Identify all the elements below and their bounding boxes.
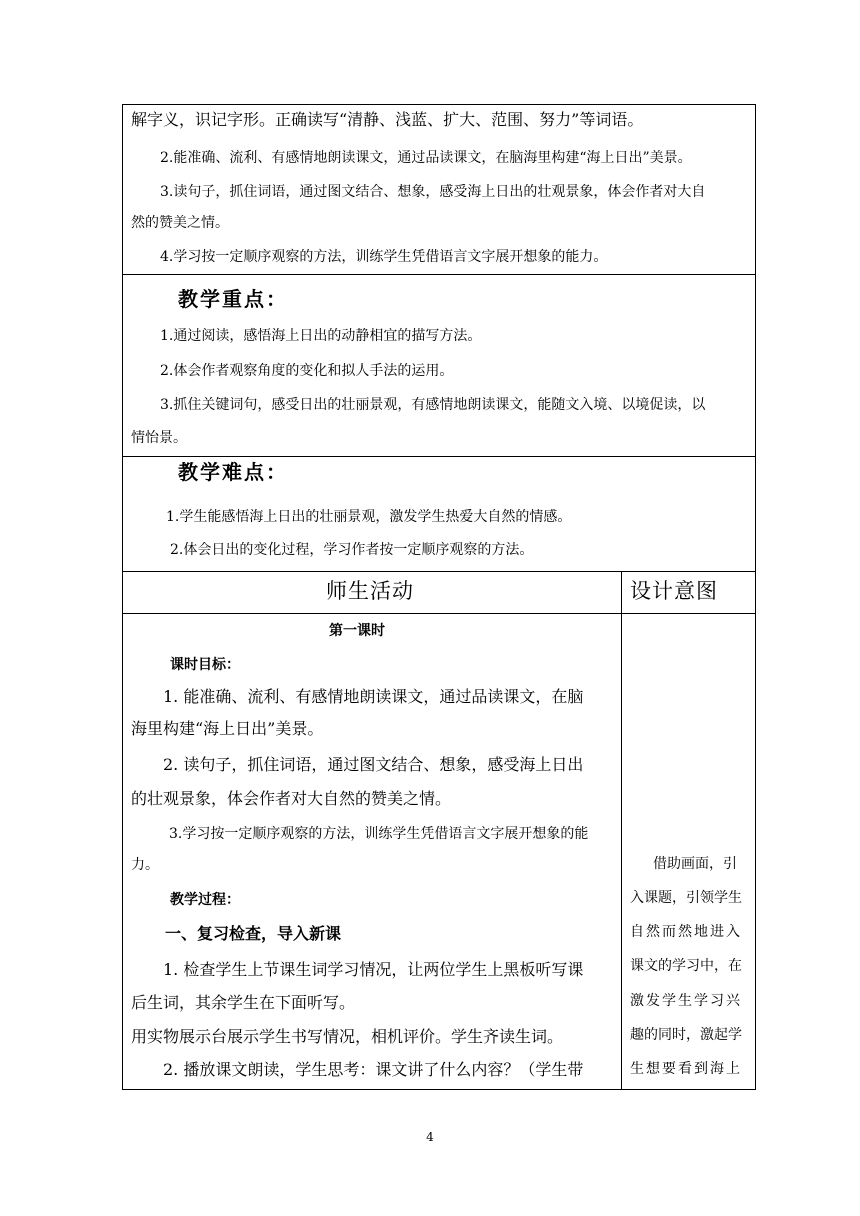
key-point-item: 1.通过阅读，感悟海上日出的动静相宜的描写方法。 — [160, 328, 482, 344]
row-divider — [123, 613, 755, 614]
column-divider — [621, 571, 622, 1089]
goal-2-cont: 的壮观景象，体会作者对大自然的赞美之情。 — [131, 789, 452, 808]
row-divider — [123, 274, 755, 275]
page-number: 4 — [426, 1130, 434, 1144]
activities-header: 师生活动 — [326, 579, 414, 603]
key-point-item: 3.抓住关键词句，感受日出的壮丽景观，有感情地朗读课文，能随文入境、以境促读，以 — [160, 397, 706, 413]
design-note-line: 借助画面，引 — [653, 856, 737, 872]
design-note-line: 激发学生学习兴 — [630, 993, 742, 1009]
design-note-line: 生想要看到海上 — [630, 1061, 742, 1077]
row-divider — [123, 456, 755, 457]
goal-3: 3.学习按一定顺序观察的方法，训练学生凭借语言文字展开想象的能 — [169, 826, 589, 842]
design-note-line: 课文的学习中，在 — [630, 958, 742, 974]
objective-item-4: 4.学习按一定顺序观察的方法，训练学生凭借语言文字展开想象的能力。 — [160, 249, 608, 265]
step-1-cont: 用实物展示台展示学生书写情况，相机评价。学生齐读生词。 — [131, 1027, 564, 1046]
step-1: 1. 检查学生上节课生词学习情况，让两位学生上黑板听写课 — [163, 960, 584, 979]
step-1-cont: 后生词，其余学生在下面听写。 — [131, 993, 356, 1012]
design-note-line: 入课题，引领学生 — [630, 890, 742, 906]
section-1-heading: 一、复习检查，导入新课 — [165, 924, 342, 943]
goal-1-cont: 海里构建“海上日出”美景。 — [131, 719, 324, 738]
difficulty-item: 2.体会日出的变化过程，学习作者按一定顺序观察的方法。 — [170, 542, 534, 558]
goal-3-cont: 力。 — [131, 857, 159, 873]
design-note-line: 趣的同时，激起学 — [630, 1027, 742, 1043]
goals-label: 课时目标： — [170, 657, 240, 673]
objective-item-3-cont: 然的赞美之情。 — [131, 215, 229, 231]
objective-item-2: 2.能准确、流利、有感情地朗读课文，通过品读课文，在脑海里构建“海上日出”美景。 — [160, 150, 692, 166]
process-label: 教学过程： — [170, 892, 240, 908]
lesson-title: 第一课时 — [329, 623, 385, 639]
design-intent-header: 设计意图 — [630, 579, 718, 603]
row-divider — [123, 571, 755, 572]
objective-line: 解字义，识记字形。正确读写“清静、浅蓝、扩大、范围、努力”等词语。 — [131, 110, 644, 129]
key-point-item-cont: 情怡景。 — [131, 430, 187, 446]
key-point-item: 2.体会作者观察角度的变化和拟人手法的运用。 — [160, 363, 454, 379]
difficulty-item: 1.学生能感悟海上日出的壮丽景观，激发学生热爱大自然的情感。 — [166, 509, 572, 525]
difficulties-heading: 教学难点： — [178, 460, 288, 484]
goal-2: 2. 读句子，抓住词语，通过图文结合、想象，感受海上日出 — [163, 755, 584, 774]
design-note-line: 自然而然地进入 — [630, 924, 742, 940]
step-2: 2. 播放课文朗读，学生思考：课文讲了什么内容？（学生带 — [163, 1060, 584, 1079]
key-points-heading: 教学重点： — [178, 287, 288, 311]
goal-1: 1. 能准确、流利、有感情地朗读课文，通过品读课文，在脑 — [163, 687, 584, 706]
objective-item-3: 3.读句子，抓住词语，通过图文结合、想象，感受海上日出的壮观景象，体会作者对大自 — [160, 184, 706, 200]
